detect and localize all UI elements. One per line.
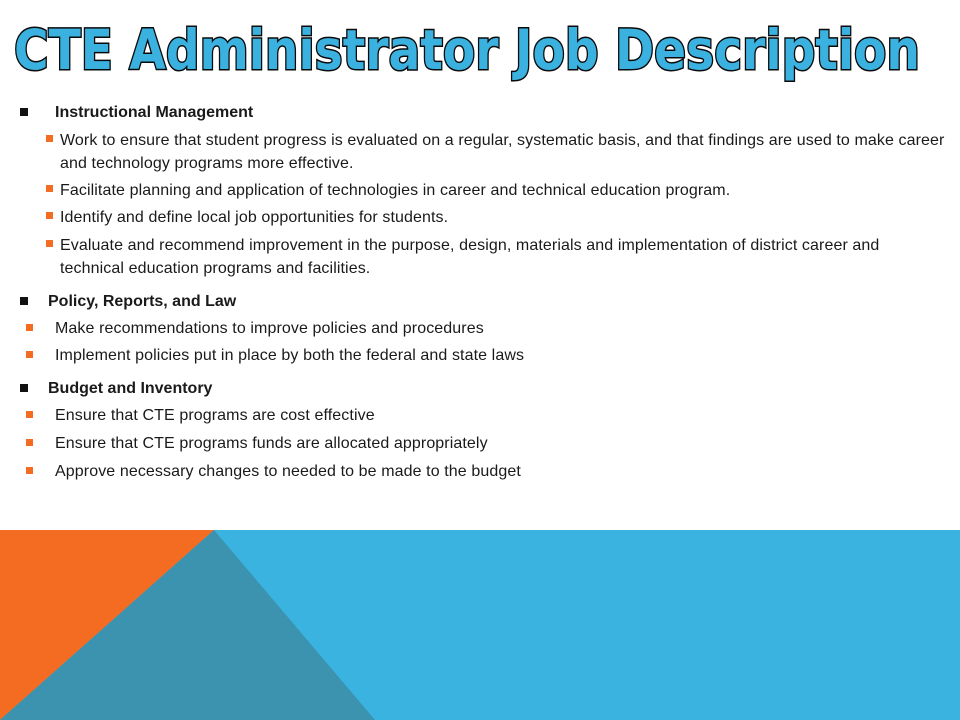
- section-bullet: [20, 297, 28, 305]
- slide-title: CTE Administrator Job Description: [14, 18, 920, 82]
- item-text: Ensure that CTE programs are cost effective: [55, 407, 375, 424]
- section-bullet: [20, 108, 28, 116]
- item-text: Facilitate planning and application of technologies in career and technical education program.: [60, 182, 731, 199]
- item-bullet: [46, 240, 53, 247]
- section-heading: Budget and Inventory: [48, 380, 213, 397]
- item-text: Work to ensure that student progress is evaluated on a regular, systematic basis, and that findings are used to make career and technology programs more effective.: [60, 132, 945, 172]
- item-text: Approve necessary changes to needed to be made to the budget: [55, 463, 521, 480]
- item-text: Ensure that CTE programs funds are allocated appropriately: [55, 435, 488, 452]
- item-text: Implement policies put in place by both the federal and state laws: [55, 347, 525, 364]
- item-text: Identify and define local job opportunities for students.: [60, 209, 449, 226]
- item-bullet: [26, 351, 33, 358]
- item-bullet: [26, 439, 33, 446]
- decorative-footer-band: [0, 530, 960, 720]
- item-bullet: [26, 324, 33, 331]
- section-heading: Instructional Management: [55, 104, 254, 121]
- item-bullet: [26, 467, 33, 474]
- item-bullet: [26, 411, 33, 418]
- section-heading: Policy, Reports, and Law: [48, 293, 237, 310]
- section-bullet: [20, 384, 28, 392]
- item-text: Make recommendations to improve policies and procedures: [55, 320, 484, 337]
- item-bullet: [46, 212, 53, 219]
- item-bullet: [46, 185, 53, 192]
- item-text: Evaluate and recommend improvement in the purpose, design, materials and implementation of district career and technical education programs and facilities.: [60, 237, 880, 277]
- item-bullet: [46, 135, 53, 142]
